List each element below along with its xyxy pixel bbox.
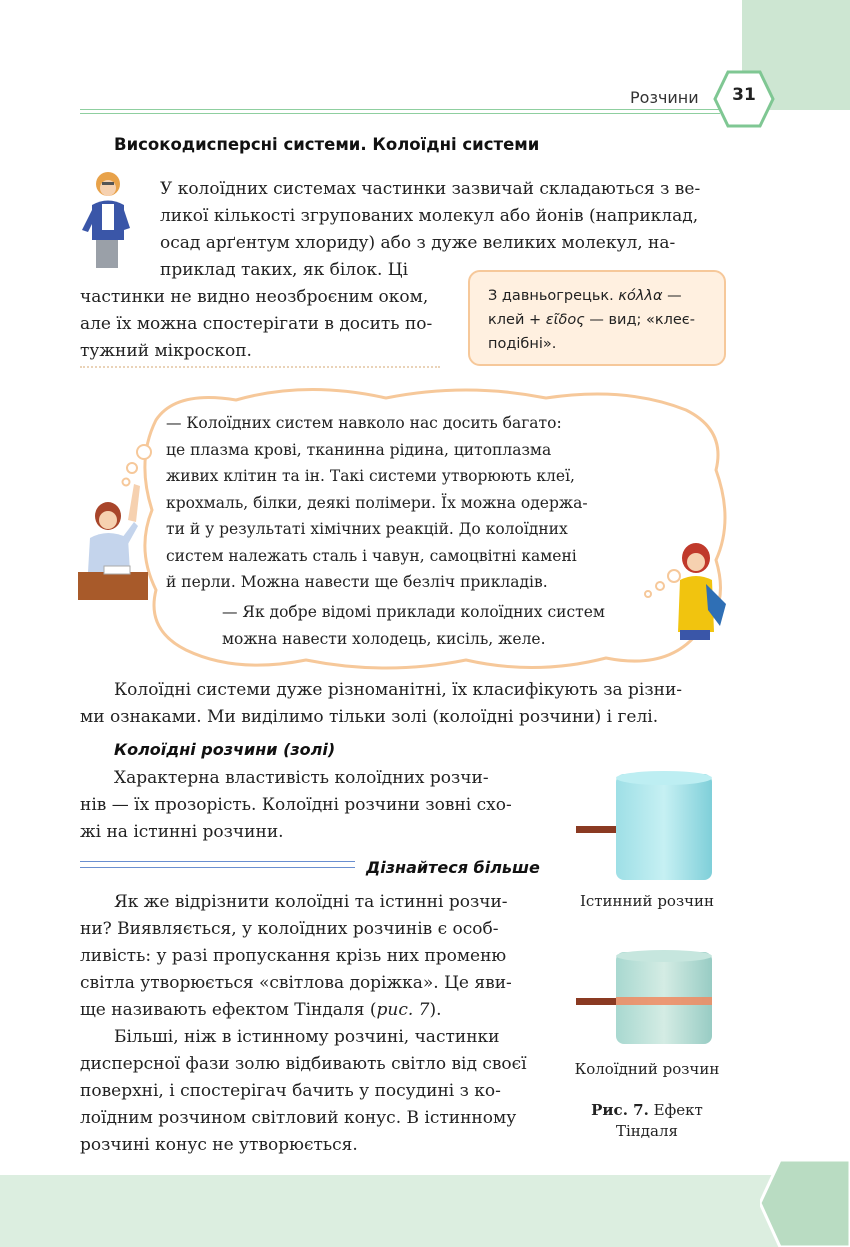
dialogue-student <box>166 410 636 596</box>
note-text: — вид; «клеє- <box>584 312 695 328</box>
text-fragment: ). <box>429 1000 442 1020</box>
figure-caption <box>562 1100 732 1142</box>
note-text: клей + <box>488 312 546 328</box>
text-line: ми ознаками. Ми виділимо тільки золі (колоїдні розчини) і гелі. <box>80 707 659 727</box>
text-line: У колоїдних системах частинки зазвичай складаються з ве- <box>160 179 701 199</box>
caption-true-solution: Істинний розчин <box>579 892 715 910</box>
dialogue-line: — Колоїдних систем навколо нас досить багато: <box>166 414 562 432</box>
text-line: ликої кількості згрупованих молекул або йонів (наприклад, <box>160 206 699 226</box>
text-line: дисперсної фази золю відбивають світло від своєї <box>80 1054 527 1074</box>
text-line: розчині конус не утворюється. <box>80 1135 358 1155</box>
student-on-phone-illustration <box>668 540 730 640</box>
note-line <box>488 308 706 332</box>
classification-paragraph <box>80 677 723 731</box>
dialogue-line: — Як добре відомі приклади колоїдних систем <box>222 603 605 621</box>
header-rule <box>80 109 720 114</box>
text-line: ни? Виявляється, у колоїдних розчинів є особ- <box>80 919 499 939</box>
learn-more-paragraph <box>80 889 544 1159</box>
text-line: лоїдним розчином світловий конус. В істинному <box>80 1108 517 1128</box>
corner-hexagon <box>760 1160 850 1247</box>
text-line: Як же відрізнити колоїдні та істинні розчи- <box>114 892 508 912</box>
text-line: нів — їх прозорість. Колоїдні розчини зовні схо- <box>80 795 512 815</box>
figure-title: Ефект <box>648 1101 703 1119</box>
dialogue-line: ти й у результаті хімічних реакцій. До колоїдних <box>166 520 568 538</box>
intro-paragraph-continued <box>80 284 440 365</box>
text-line: осад арґентум хлориду) або з дуже великих молекул, на- <box>160 233 676 253</box>
greek-word: κόλλα <box>618 288 663 304</box>
text-line: частинки не видно неозброєним оком, <box>80 287 429 307</box>
figure-caption-line: Тіндаля <box>616 1122 678 1140</box>
text-line: жі на істинні розчини. <box>80 822 284 842</box>
page-number: 31 <box>732 85 756 105</box>
dialogue-line: систем належать сталь і чавун, самоцвітні камені <box>166 546 577 565</box>
student-raising-hand-illustration <box>78 480 148 600</box>
dialogue-line: живих клітин та ін. Такі системи утворюють клеї, <box>166 467 575 485</box>
text-line <box>80 997 544 1024</box>
greek-word: εῖδος <box>545 312 585 328</box>
text-line: світла утворюється «світлова доріжка». Це яви- <box>80 973 512 993</box>
text-fragment: ще називають ефектом Тіндаля ( <box>80 1000 377 1020</box>
figure-reference[interactable]: рис. 7 <box>376 1000 430 1020</box>
etymology-note <box>468 270 726 366</box>
teacher-illustration <box>78 170 136 270</box>
subsection-heading: Колоїдні розчини (золі) <box>114 740 336 759</box>
note-line: подібні». <box>488 336 557 352</box>
note-text: — <box>662 288 682 304</box>
text-line: але їх можна спостерігати в досить по- <box>80 314 433 334</box>
text-line: Характерна властивість колоїдних розчи- <box>114 768 489 788</box>
figure-label: Рис. 7. <box>591 1101 649 1119</box>
caption-colloid-solution: Колоїдний розчин <box>574 1060 720 1078</box>
dotted-divider <box>80 366 440 368</box>
dialogue-line: й перли. Можна навести ще безліч прикладів. <box>166 573 548 591</box>
section-heading: Високодисперсні системи. Колоїдні системи <box>114 135 540 154</box>
text-line: тужний мікроскоп. <box>80 341 252 361</box>
footer-band <box>0 1175 850 1247</box>
sols-paragraph <box>80 765 544 846</box>
dialogue-line: це плазма крові, тканинна рідина, цитоплазма <box>166 440 552 459</box>
text-line: приклад таких, як білок. Ці <box>160 260 409 280</box>
learn-more-heading: Дізнайтеся більше <box>366 858 540 877</box>
text-line: Більші, ніж в істинному розчині, частинки <box>114 1027 500 1047</box>
dialogue-reply <box>222 599 642 652</box>
figure-caption-line <box>562 1100 732 1121</box>
text-line: ливість: у разі пропускання крізь них променю <box>80 946 507 966</box>
dialogue-line: крохмаль, білки, деякі полімери. Їх можна одержа- <box>166 493 588 512</box>
intro-paragraph <box>160 176 723 284</box>
running-header: Розчини <box>630 88 699 107</box>
colloid-solution-figure <box>572 948 722 1048</box>
text-line: поверхні, і спостерігач бачить у посудині з ко- <box>80 1081 501 1101</box>
learn-more-rule <box>80 861 355 868</box>
note-text: З давньогрецьк. <box>488 288 619 304</box>
true-solution-figure <box>572 768 722 888</box>
note-line <box>488 284 706 308</box>
text-line: Колоїдні системи дуже різноманітні, їх класифікують за різни- <box>114 680 683 700</box>
dialogue-line: можна навести холодець, кисіль, желе. <box>222 629 546 648</box>
